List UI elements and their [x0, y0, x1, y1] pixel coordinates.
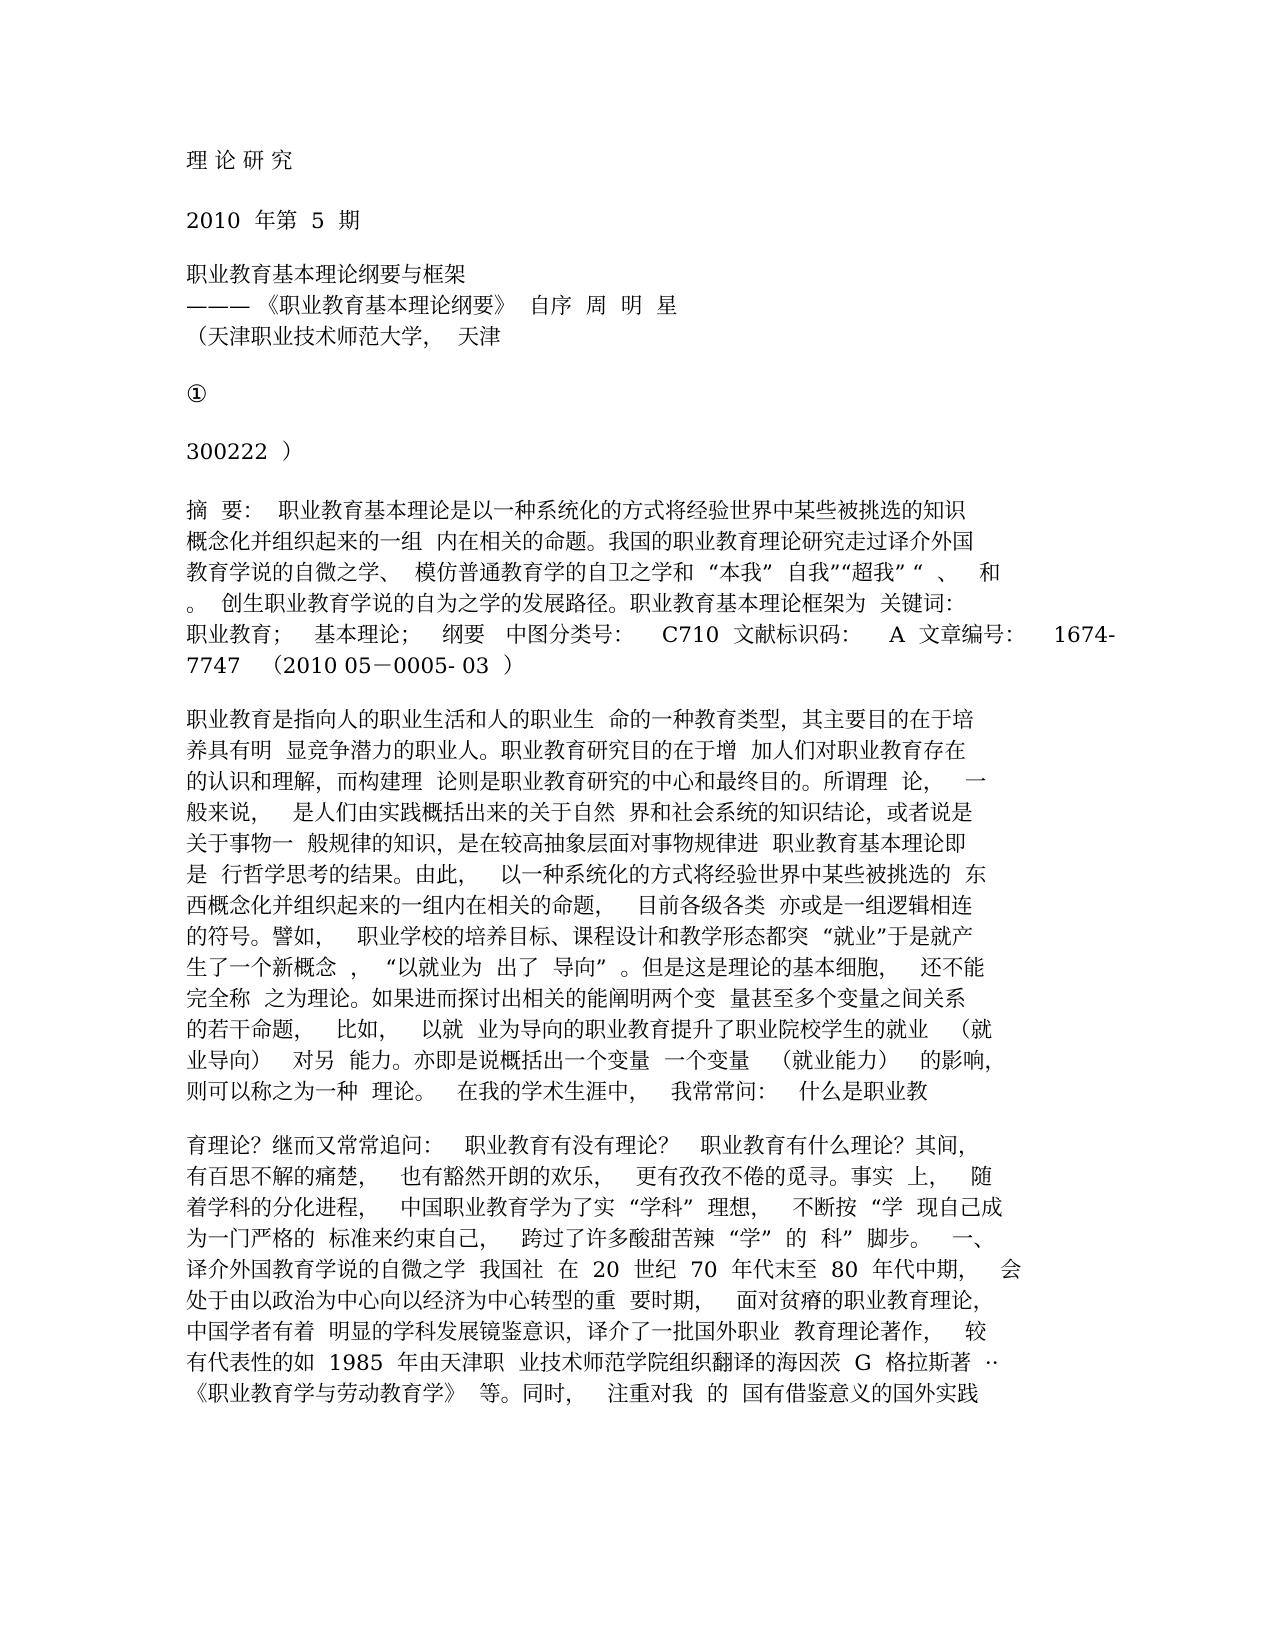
- body-line: 处于由以政治为中心向以经济为中心转型的重 要时期， 面对贫瘠的职业教育理论，: [186, 1289, 995, 1314]
- abstract-line: 职业教育； 基本理论； 纲要 中图分类号： C710 文献标识码： A 文章编号： 1674-: [186, 623, 1116, 648]
- body-line: 译介外国教育学说的自微之学 我国社 在 20 世纪 70 年代末至 80 年代中期， 会: [186, 1258, 1022, 1283]
- body-line: 中国学者有着 明显的学科发展镜鉴意识，译介了一批国外职业 教育理论著作， 较: [186, 1320, 987, 1345]
- body-line: 业导向） 对另 能力。亦即是说概括出一个变量 一个变量 （就业能力） 的影响，: [186, 1049, 1006, 1074]
- body-line: 的符号。譬如， 职业学校的培养目标、课程设计和教学形态都突 “就业”于是就产: [186, 925, 974, 950]
- abstract-line: 摘 要： 职业教育基本理论是以一种系统化的方式将经验世界中某些被挑选的知识: [186, 499, 966, 524]
- article-title: 职业教育基本理论纲要与框架: [186, 263, 466, 288]
- body-line: 的若干命题， 比如， 以就 业为导向的职业教育提升了职业院校学生的就业 （就: [186, 1018, 993, 1043]
- issue-label: 2010 年第 5 期: [186, 209, 360, 234]
- abstract-line: 概念化并组织起来的一组 内在相关的命题。我国的职业教育理论研究走过译介外国: [186, 530, 974, 555]
- article-subtitle-author: ——— 《职业教育基本理论纲要》 自序 周 明 星: [186, 294, 678, 319]
- body-line: 为一门严格的 标准来约束自己， 跨过了许多酸甜苦辣 “学” 的 科” 脚步。 一、: [186, 1227, 995, 1252]
- body-line: 职业教育是指向人的职业生活和人的职业生 命的一种教育类型，其主要目的在于培: [186, 708, 974, 733]
- body-line: 是 行哲学思考的结果。由此， 以一种系统化的方式将经验世界中某些被挑选的 东: [186, 863, 987, 888]
- body-line: 养具有明 显竞争潜力的职业人。职业教育研究目的在于增 加人们对职业教育存在: [186, 739, 966, 764]
- body-line: 《职业教育学与劳动教育学》 等。同时， 注重对我 的 国有借鉴意义的国外实践: [186, 1382, 979, 1407]
- section-label: 理 论 研 究: [186, 149, 293, 174]
- abstract-line: 教育学说的自微之学、 模仿普通教育学的自卫之学和 “本我” 自我”“超我” “ 、 和: [186, 561, 1001, 586]
- body-line: 着学科的分化进程， 中国职业教育学为了实 “学科” 理想， 不断按 “学 现自己成: [186, 1196, 1003, 1221]
- article-affiliation: （天津职业技术师范大学， 天津: [186, 325, 501, 350]
- body-line: 则可以称之为一种 理论。 在我的学术生涯中， 我常常问： 什么是职业教: [186, 1080, 928, 1105]
- body-line: 育理论？继而又常常追问： 职业教育有没有理论？ 职业教育有什么理论？其间，: [186, 1134, 980, 1159]
- abstract-line: 。 创生职业教育学说的自为之学的发展路径。职业教育基本理论框架为 关键词：: [186, 592, 966, 617]
- body-line: 有代表性的如 1985 年由天津职 业技术师范学院组织翻译的海因茨 G 格拉斯著 ··: [186, 1351, 999, 1376]
- abstract-line: 7747 （2010 05－0005- 03 ）: [186, 654, 525, 679]
- body-line: 的认识和理解，而构建理 论则是职业教育研究的中心和最终目的。所谓理 论， 一: [186, 770, 987, 795]
- footnote-mark: ①: [186, 380, 208, 408]
- body-line: 般来说， 是人们由实践概括出来的关于自然 界和社会系统的知识结论，或者说是: [186, 801, 973, 826]
- body-line: 生了一个新概念 ， “以就业为 出了 导向” 。但是这是理论的基本细胞， 还不能: [186, 956, 985, 981]
- body-line: 西概念化并组织起来的一组内在相关的命题， 目前各级各类 亦或是一组逻辑相连: [186, 894, 973, 919]
- body-line: 完全称 之为理论。如果进而探讨出相关的能阐明两个变 量甚至多个变量之间关系: [186, 987, 966, 1012]
- postcode: 300222 ）: [186, 440, 304, 465]
- body-line: 有百思不解的痛楚， 也有豁然开朗的欢乐， 更有孜孜不倦的觅寻。事实 上， 随: [186, 1165, 993, 1190]
- body-line: 关于事物一 般规律的知识，是在较高抽象层面对事物规律进 职业教育基本理论即: [186, 832, 966, 857]
